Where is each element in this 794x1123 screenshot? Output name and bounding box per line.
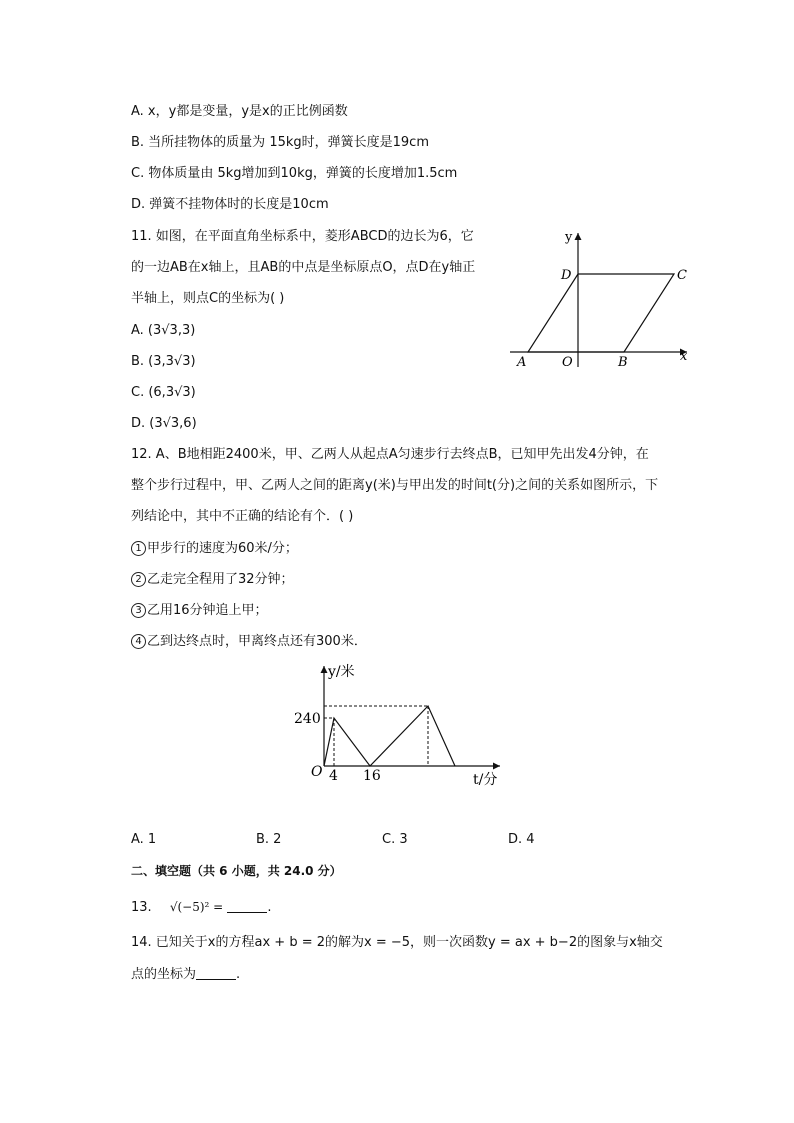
q13-number: 13.: [131, 900, 152, 915]
q11-option-a: A. (3√3,3): [131, 323, 196, 338]
statement-text: 乙走完全程用了32分钟；: [147, 572, 294, 587]
q13: [131, 898, 272, 917]
y-axis-label: y/米: [328, 664, 355, 680]
q12-statement-3: [131, 602, 268, 620]
statement-text: 甲步行的速度为60米/分；: [147, 541, 298, 556]
q13-period: .: [267, 900, 272, 915]
q12-stem-line1: 12. A、B地相距2400米，甲、乙两人从起点A匀速步行去终点B，已知甲先出发4分钟，在: [131, 447, 649, 462]
q14-stem-line2: [131, 966, 240, 984]
circled-number: 3: [131, 603, 146, 618]
y-tick-240: 240: [294, 711, 321, 727]
rhombus-figure: [505, 225, 695, 375]
q10-option-c: C. 物体质量由 5kg增加到10kg，弹簧的长度增加1.5cm: [131, 166, 458, 181]
rhombus-abcd: [528, 274, 674, 352]
q11-option-c: C. (6,3√3): [131, 385, 196, 400]
q10-option-b: B. 当所挂物体的质量为 15kg时，弹簧长度是19cm: [131, 135, 429, 150]
q11-stem-line3: 半轴上，则点C的坐标为( ): [131, 291, 285, 306]
x-tick-16: 16: [363, 768, 381, 784]
q12-stem-line2: 整个步行过程中，甲、乙两人之间的距离y(米)与甲出发的时间t(分)之间的关系如图所示，下: [131, 478, 659, 493]
statement-text: 乙用16分钟追上甲；: [147, 603, 268, 618]
distance-time-graph: [290, 660, 510, 800]
q10-option-a: A. x，y都是变量，y是x的正比例函数: [131, 104, 348, 119]
q11-option-b: B. (3,3√3): [131, 354, 196, 369]
q13-expression: √(−5)² =: [169, 900, 224, 914]
label-d: D: [561, 268, 572, 283]
q11-stem-line2: 的一边AB在x轴上，且AB的中点是坐标原点O，点D在y轴正: [131, 260, 476, 275]
q14-answer-blank: [196, 967, 236, 980]
q12-option-b: B. 2: [256, 832, 282, 847]
statement-text: 乙到达终点时，甲离终点还有300米．: [147, 634, 367, 649]
q14-stem-line1: 14. 已知关于x的方程ax + b = 2的解为x = −5，则一次函数y = ax + b−2的图象与x轴交: [131, 935, 663, 950]
origin-label: O: [311, 764, 323, 780]
q12-option-c: C. 3: [382, 832, 408, 847]
label-y: y: [565, 230, 573, 245]
label-b: B: [618, 355, 628, 370]
q10-option-d: D. 弹簧不挂物体时的长度是10cm: [131, 197, 329, 212]
label-o: O: [562, 355, 573, 370]
q14-line2-text: 点的坐标为: [131, 967, 197, 982]
circled-number: 1: [131, 541, 146, 556]
label-c: C: [677, 268, 687, 283]
circled-number: 2: [131, 572, 146, 587]
section-heading: 二、填空题（共 6 小题，共 24.0 分）: [131, 864, 342, 878]
label-x: x: [680, 349, 688, 364]
circled-number: 4: [131, 634, 146, 649]
label-a: A: [517, 355, 527, 370]
q12-option-a: A. 1: [131, 832, 157, 847]
q12-stem-line3: 列结论中，其中不正确的结论有个．( ): [131, 509, 354, 524]
q12-option-d: D. 4: [508, 832, 535, 847]
t-axis-label: t/分: [473, 772, 498, 788]
distance-line: [324, 706, 455, 766]
x-tick-4: 4: [329, 768, 338, 784]
q12-statement-2: [131, 571, 294, 589]
q11-stem-line1: 11. 如图，在平面直角坐标系中，菱形ABCD的边长为6，它: [131, 229, 474, 244]
q12-statement-4: [131, 633, 367, 651]
q14-period: .: [236, 967, 241, 982]
q12-statement-1: [131, 540, 298, 558]
q11-option-d: D. (3√3,6): [131, 416, 197, 431]
q13-answer-blank: [227, 900, 267, 913]
